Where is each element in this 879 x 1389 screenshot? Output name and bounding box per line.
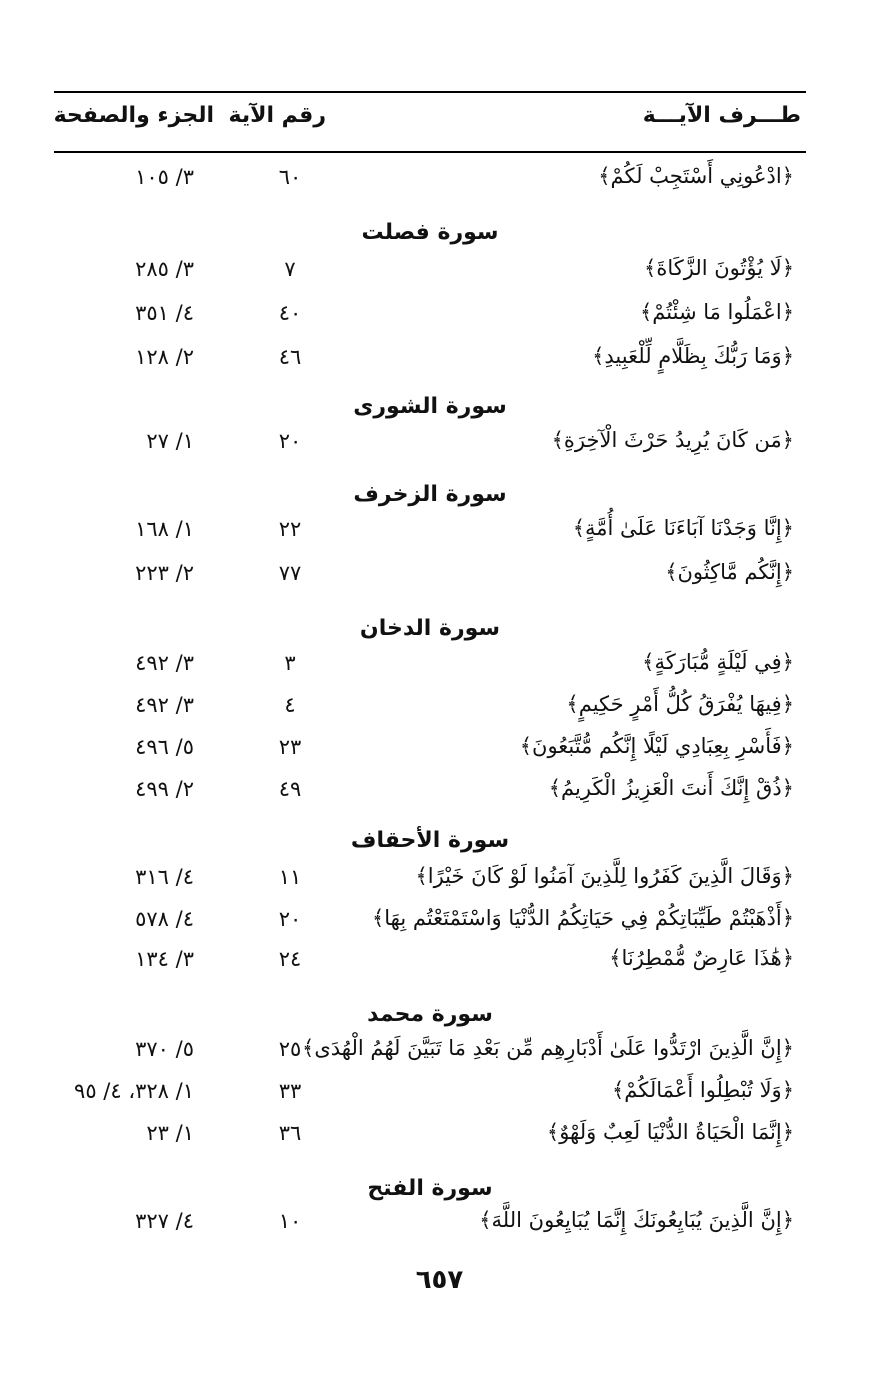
table-row <box>54 1204 806 1244</box>
table-row <box>54 860 806 900</box>
verse-text: ﴿فَأَسْرِ بِعِبَادِي لَيْلًا إِنَّكُم مُّتَّبَعُونَ﴾ <box>519 734 794 758</box>
volume-page: ٣/ ١٠٥ <box>135 165 194 189</box>
volume-page: ٣/ ٤٩٢ <box>135 693 194 717</box>
verse-number: ٢٠ <box>278 907 302 931</box>
verse-number: ٢٠ <box>278 429 302 453</box>
volume-page: ٥/ ٣٧٠ <box>135 1037 194 1061</box>
volume-page: ٣/ ٤٩٢ <box>135 651 194 675</box>
verse-number: ١١ <box>278 865 302 889</box>
volume-page: ٤/ ٣٢٧ <box>135 1209 194 1233</box>
verse-text: ﴿أَذْهَبْتُمْ طَيِّبَاتِكُمْ فِي حَيَاتِكُمُ الدُّنْيَا وَاسْتَمْتَعْتُم بِهَا﴾ <box>371 906 794 930</box>
table-row <box>54 688 806 728</box>
verse-number: ٤٦ <box>278 345 302 369</box>
table-row <box>54 160 806 200</box>
header-volume-page-column: الجزء والصفحة <box>53 103 214 128</box>
verse-text: ﴿إِنَّ الَّذِينَ يُبَايِعُونَكَ إِنَّمَا يُبَايِعُونَ اللَّهَ﴾ <box>479 1208 794 1232</box>
verse-number: ٣٣ <box>278 1079 302 1103</box>
surah-heading: سورة محمد <box>367 1002 493 1027</box>
verse-number: ٤ <box>284 693 296 717</box>
volume-page: ٤/ ٣١٦ <box>135 865 194 889</box>
verse-number: ٢٢ <box>278 517 302 541</box>
table-row <box>54 902 806 942</box>
verse-number: ٤٩ <box>278 777 302 801</box>
verse-number: ٢٣ <box>278 735 302 759</box>
volume-page: ٢/ ١٢٨ <box>135 345 194 369</box>
verse-text: ﴿إِنَّمَا الْحَيَاةُ الدُّنْيَا لَعِبٌ وَلَهْوٌ﴾ <box>546 1120 794 1144</box>
volume-page: ٢/ ٤٩٩ <box>135 777 194 801</box>
verse-text: ﴿وَقَالَ الَّذِينَ كَفَرُوا لِلَّذِينَ آمَنُوا لَوْ كَانَ خَيْرًا﴾ <box>415 864 794 888</box>
page-number: ٦٥٧ <box>415 1265 464 1295</box>
table-row <box>54 772 806 812</box>
verse-text: ﴿إِنَّ الَّذِينَ ارْتَدُّوا عَلَىٰ أَدْبَارِهِم مِّن بَعْدِ مَا تَبَيَّنَ لَهُمُ الْهُدَى﴾ <box>302 1036 794 1060</box>
table-row <box>54 340 806 380</box>
table-row <box>54 252 806 292</box>
surah-heading: سورة الزخرف <box>353 482 507 507</box>
volume-page: ١/ ١٦٨ <box>135 517 194 541</box>
surah-heading: سورة فصلت <box>361 220 499 245</box>
table-row <box>54 1116 806 1156</box>
surah-heading: سورة الأحقاف <box>350 828 510 853</box>
volume-page: ٥/ ٤٩٦ <box>135 735 194 759</box>
verse-number: ٢٥ <box>278 1037 302 1061</box>
table-row <box>54 1032 806 1072</box>
volume-page: ١/ ٣٢٨، ٤/ ٩٥ <box>74 1079 194 1103</box>
surah-heading: سورة الشورى <box>353 394 507 419</box>
verse-text: ﴿ذُقْ إِنَّكَ أَنتَ الْعَزِيزُ الْكَرِيمُ﴾ <box>548 776 794 800</box>
volume-page: ١/ ٢٣ <box>146 1121 194 1145</box>
verse-text: ﴿إِنَّكُم مَّاكِثُونَ﴾ <box>665 560 794 584</box>
verse-number: ١٠ <box>278 1209 302 1233</box>
verse-text: ﴿فِيهَا يُفْرَقُ كُلُّ أَمْرٍ حَكِيمٍ﴾ <box>566 692 794 716</box>
table-row <box>54 646 806 686</box>
table-row <box>54 512 806 552</box>
table-row <box>54 942 806 982</box>
verse-text: ﴿وَمَا رَبُّكَ بِظَلَّامٍ لِّلْعَبِيدِ﴾ <box>592 344 794 368</box>
verse-number: ٧٧ <box>278 561 302 585</box>
verse-number: ٧ <box>284 257 296 281</box>
verse-number: ٣ <box>284 651 296 675</box>
verse-text: ﴿إِنَّا وَجَدْنَا آبَاءَنَا عَلَىٰ أُمَّةٍ﴾ <box>572 516 794 540</box>
verse-text: ﴿ادْعُونِي أَسْتَجِبْ لَكُمْ﴾ <box>598 164 794 188</box>
header-rule <box>54 151 806 153</box>
verse-text: ﴿لَا يُؤْتُونَ الزَّكَاةَ﴾ <box>644 256 794 280</box>
surah-heading: سورة الدخان <box>359 616 501 641</box>
volume-page: ٢/ ٢٢٣ <box>135 561 194 585</box>
verse-text: ﴿فِي لَيْلَةٍ مُّبَارَكَةٍ﴾ <box>642 650 794 674</box>
surah-heading: سورة الفتح <box>367 1176 493 1201</box>
table-row <box>54 1074 806 1114</box>
volume-page: ٤/ ٣٥١ <box>135 301 194 325</box>
table-row <box>54 296 806 336</box>
table-row <box>54 424 806 464</box>
volume-page: ٣/ ١٣٤ <box>135 947 194 971</box>
verse-number: ٣٦ <box>278 1121 302 1145</box>
table-row <box>54 556 806 596</box>
verse-number: ٦٠ <box>278 165 302 189</box>
verse-number: ٢٤ <box>278 947 302 971</box>
header-verse-column: طـــرف الآيـــة <box>642 103 801 128</box>
top-rule <box>54 91 806 93</box>
volume-page: ١/ ٢٧ <box>146 429 194 453</box>
verse-text: ﴿مَن كَانَ يُرِيدُ حَرْثَ الْآخِرَةِ﴾ <box>551 428 794 452</box>
volume-page: ٣/ ٢٨٥ <box>135 257 194 281</box>
verse-text: ﴿وَلَا تُبْطِلُوا أَعْمَالَكُمْ﴾ <box>612 1078 794 1102</box>
verse-text: ﴿اعْمَلُوا مَا شِئْتُمْ﴾ <box>640 300 794 324</box>
volume-page: ٤/ ٥٧٨ <box>135 907 194 931</box>
verse-text: ﴿هَٰذَا عَارِضٌ مُّمْطِرُنَا﴾ <box>609 946 794 970</box>
header-verse-number-column: رقم الآية <box>228 103 326 128</box>
table-row <box>54 730 806 770</box>
verse-number: ٤٠ <box>278 301 302 325</box>
